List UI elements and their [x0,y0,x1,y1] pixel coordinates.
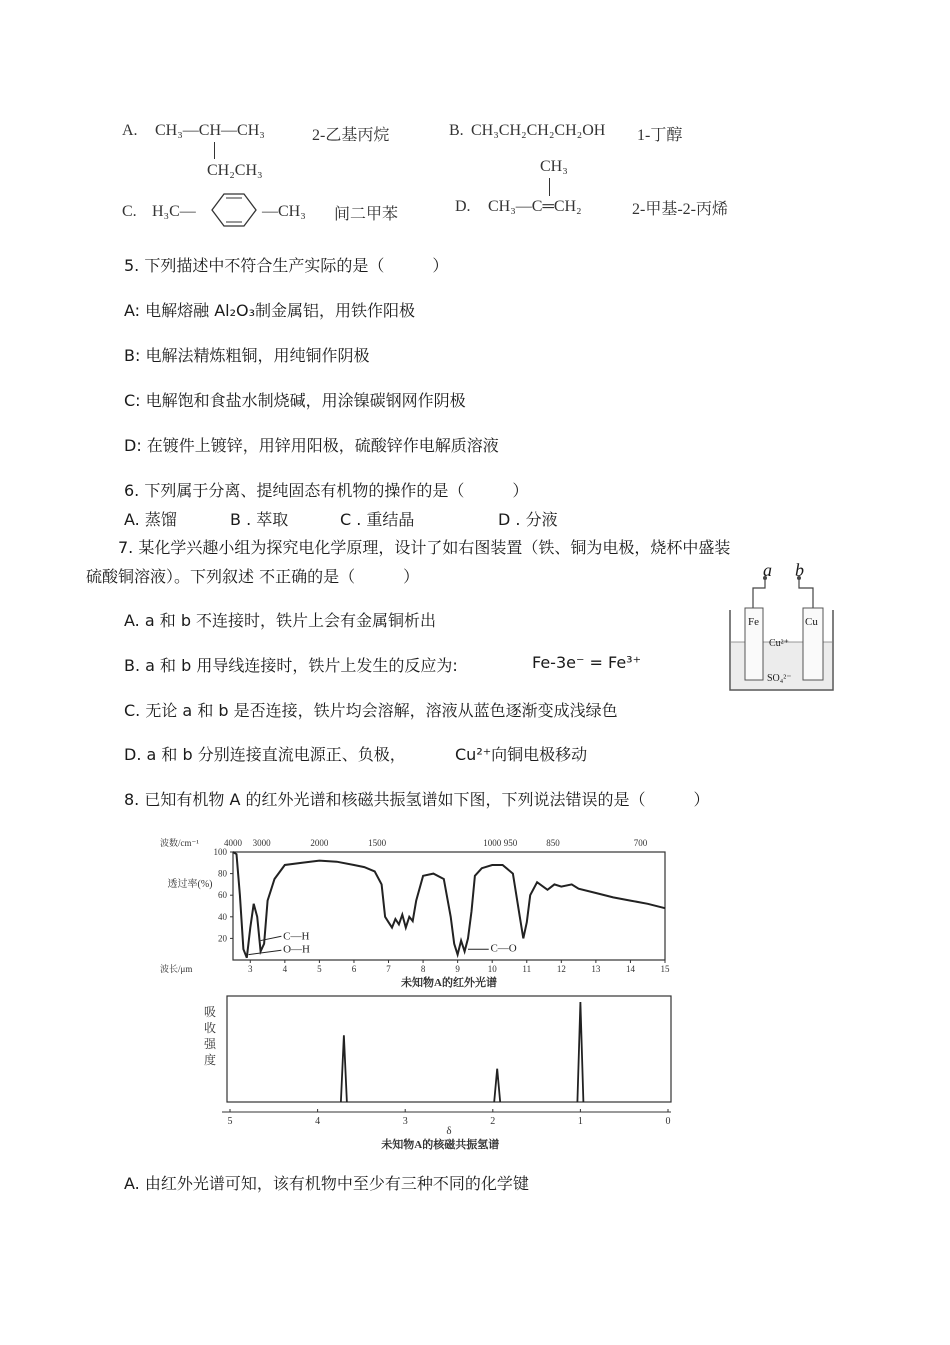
option-c: C: 电解饱和食盐水制烧碱，用涂镍碳钢网作阴极 [124,391,466,410]
top-tick-label: 1000 [483,838,502,848]
option-letter: C. [122,203,137,220]
x-tick-label: 3 [248,964,253,974]
x-tick-label: 5 [227,1116,233,1127]
question-stem: 5. 下列描述中不符合生产实际的是（ ） [124,256,449,275]
top-tick-label: 2000 [310,838,329,848]
structure-branch: CH₂CH₃ [207,162,263,179]
y-axis-label-char: 收 [204,1021,217,1035]
x-tick-label: 14 [625,964,635,974]
question-stem: 8. 已知有机物 A 的红外光谱和核磁共振氢谱如下图，下列说法错误的是（ ） [124,790,710,809]
option-a: A. 蒸馏 [124,510,177,529]
annotation-label: C—H [283,930,310,943]
x-tick-label: 4 [315,1116,321,1127]
top-tick-label: 1500 [368,838,387,848]
bond-line [549,178,550,196]
question-stem-line1: 7. 某化学兴趣小组为探究电化学原理，设计了如右图装置（铁、铜为电极，烧杯中盛装 [118,538,731,557]
chart-title: 未知物A的核磁共振氢谱 [381,1139,500,1151]
q8-option-a: A. 由红外光谱可知，该有机物中至少有三种不同的化学键 [124,1174,529,1193]
reaction-equation: Fe-3e⁻ = Fe³⁺ [532,653,642,672]
top-tick-label: 850 [546,838,560,848]
structure-formula: CH₃—C═CH₂ [488,198,582,215]
structure-formula: CH₃CH₂CH₂CH₂OH [471,122,606,139]
x-tick-label: 4 [282,964,288,974]
x-tick-label: 3 [402,1116,408,1127]
option-d-tail: Cu²⁺向铜电极移动 [455,745,588,764]
benzene-ring-icon [204,190,264,230]
nmr-spectrum-chart [190,990,690,1151]
compound-name: 2-甲基-2-丙烯 [632,201,728,218]
top-tick-label: 3000 [252,838,271,848]
question-stem: 6. 下列属于分离、提纯固态有机物的操作的是（ ） [124,481,529,500]
y-axis-label: 透过率(%) [167,879,213,890]
y-tick-label: 60 [218,890,227,901]
option-a: A. a 和 b 不连接时，铁片上会有金属铜析出 [124,611,437,630]
fe-electrode-label: Fe [748,616,759,628]
option-letter: D. [455,198,471,215]
structure-right: —CH₃ [262,203,306,220]
compound-name: 2-乙基丙烷 [312,127,390,144]
y-axis-label-char: 度 [204,1053,217,1067]
x-axis-label: δ [446,1125,452,1137]
electrolytic-cell-figure [725,560,840,700]
compound-name: 间二甲苯 [334,206,399,223]
x-tick-label: 9 [455,964,460,974]
sulfate-ion-label: SO₄²⁻ [767,673,792,684]
terminal-a-label: a [763,560,772,580]
y-axis-label-char: 强 [204,1037,217,1051]
annotation-leader [249,950,282,954]
cu-electrode-label: Cu [805,616,818,628]
x-tick-label: 0 [665,1116,671,1127]
option-d: D . 分液 [498,510,558,529]
structure-branch: CH₃ [540,158,568,175]
nmr-peak [341,1035,347,1102]
cu-ion-label: Cu²⁺ [769,638,789,649]
y-tick-label: 40 [218,911,227,922]
option-letter: A. [122,122,138,139]
x-tick-label: 8 [420,964,426,974]
bond-line [214,142,215,159]
annotation-label: C—O [490,942,517,955]
option-b: B . 萃取 [230,510,289,529]
y-tick-label: 80 [218,868,227,879]
nmr-peak [494,1069,500,1102]
option-letter: B. [449,122,464,139]
x-tick-label: 5 [317,964,322,974]
structure-left: H₃C— [152,203,196,220]
annotation-label: O—H [283,943,311,956]
top-tick-label: 950 [503,838,518,848]
structure-formula: CH₃—CH—CH₃ [155,122,265,139]
x-tick-label: 7 [386,964,391,974]
x-tick-label: 15 [660,964,670,974]
option-d: D. a 和 b 分别连接直流电源正、负极， [124,745,406,764]
plot-frame [227,996,671,1102]
compound-name: 1-丁醇 [637,127,683,144]
option-b: B: 电解法精炼粗铜，用纯铜作阴极 [124,346,370,365]
x-tick-label: 13 [591,964,601,974]
chart-title: 未知物A的红外光谱 [401,977,497,989]
option-d: D: 在镀件上镀锌，用锌用阳极，硫酸锌作电解质溶液 [124,436,499,455]
option-c: C . 重结晶 [340,510,415,529]
y-tick-label: 100 [213,847,227,857]
y-axis-label-char: 吸 [204,1005,217,1019]
y-tick-label: 20 [218,933,227,944]
terminal-b-label: b [795,560,804,580]
option-a: A: 电解熔融 Al₂O₃制金属铝，用铁作阳极 [124,301,416,320]
x-tick-label: 1 [577,1116,583,1127]
option-b: B. a 和 b 用导线连接时，铁片上发生的反应为: [124,656,458,675]
x-axis-label: 波长/μm [160,964,193,974]
ir-spectrum-chart [150,832,690,990]
top-tick-label: 4000 [224,838,242,848]
x-tick-label: 2 [490,1116,496,1127]
question-stem-line2: 硫酸铜溶液）。下列叙述 不正确的是（ ） [86,567,420,586]
top-axis-label: 波数/cm⁻¹ [160,838,199,848]
x-tick-label: 12 [556,964,566,974]
x-tick-label: 6 [351,964,357,974]
x-tick-label: 11 [522,964,532,974]
x-tick-label: 10 [487,964,497,974]
option-c: C. 无论 a 和 b 是否连接，铁片均会溶解，溶液从蓝色逐渐变成浅绿色 [124,701,618,720]
top-tick-label: 700 [633,838,648,848]
nmr-peak [577,1002,583,1102]
